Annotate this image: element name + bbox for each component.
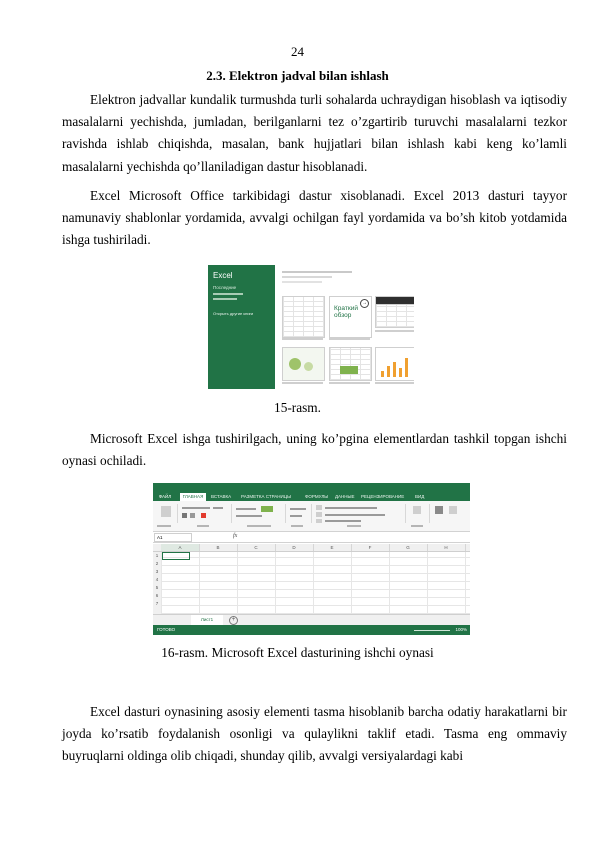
- status-bar: [153, 625, 470, 635]
- bar-chart-icon: [405, 358, 408, 377]
- alignment-group: [233, 504, 286, 523]
- align-buttons[interactable]: [236, 508, 256, 510]
- column-headers: [153, 544, 470, 552]
- wrap-icon[interactable]: [261, 506, 273, 512]
- tab-page-layout[interactable]: РАЗМЕТКА СТРАНИЦЫ: [241, 494, 292, 499]
- group-label: [411, 525, 423, 527]
- column-header[interactable]: D: [275, 544, 314, 551]
- function-icon[interactable]: fx: [233, 533, 238, 539]
- recent-label: Последние: [213, 285, 237, 290]
- bar-chart-icon: [393, 362, 396, 377]
- app-name: Excel: [213, 271, 233, 280]
- group-label: [157, 525, 171, 527]
- search-bar[interactable]: [282, 271, 352, 273]
- paragraph-4: Excel dasturi oynasining asosiy elementi tasma hisoblanib barcha odatiy harakatlarni bir joyda ko’rsatib foydalanish osonligi va qulaylikni taklif etadi. Tasma eng ommaviy buyruqlarni oldinga olib chiqadi, shunday qilib, avvalgi versiyalardagi kabi: [62, 704, 567, 764]
- column-header[interactable]: B: [199, 544, 238, 551]
- group-label: [291, 525, 303, 527]
- figure-excel-start-screen: [208, 265, 414, 389]
- styles-group: [313, 504, 406, 523]
- add-sheet-icon[interactable]: +: [229, 616, 238, 625]
- zoom-level: 100%: [455, 627, 467, 632]
- tab-formulas[interactable]: ФОРМУЛЫ: [305, 494, 329, 499]
- paragraph-1: Elektron jadvallar kundalik turmushda turli sohalarda uchraydigan hisoblash va iqtisodiy masalalarni yechishda, jumladan, berilganlarni tez o’zgartirib turuvchi masalalarni tezkor ravishda ishlab chiqishda, masalan, bank hujjatlari bilan ishlash kabi keng ko’lamli masalalarni yechishda qo’llaniladigan dastur hisoblanadi.: [62, 92, 567, 174]
- name-box[interactable]: A1: [154, 533, 192, 542]
- tab-view[interactable]: ВИД: [415, 494, 425, 499]
- worksheet-grid[interactable]: [161, 552, 470, 614]
- pie-chart-icon: [304, 362, 313, 371]
- tour-text: Краткий обзор: [334, 305, 358, 319]
- template-label: [282, 338, 323, 340]
- bold-icon[interactable]: [182, 513, 187, 518]
- italic-icon[interactable]: [190, 513, 195, 518]
- formula-bar: [153, 532, 470, 543]
- section-heading: 2.3. Elektron jadval bilan ishlash: [206, 68, 389, 83]
- paste-icon[interactable]: [161, 506, 171, 517]
- column-header[interactable]: H: [427, 544, 466, 551]
- tab-data[interactable]: ДАННЫЕ: [335, 494, 355, 499]
- template-sheet[interactable]: [329, 347, 372, 381]
- cell-styles-label[interactable]: [325, 520, 361, 522]
- row-header[interactable]: 2: [155, 561, 159, 566]
- status-text: ГОТОВО: [157, 627, 176, 632]
- template-label: [375, 330, 414, 332]
- template-label: [282, 382, 323, 384]
- bar-chart-icon: [399, 368, 402, 377]
- open-other-books-link[interactable]: Открыть другие книги: [213, 311, 254, 316]
- number-format-dropdown[interactable]: [290, 508, 306, 510]
- search-suggestions: [282, 281, 322, 283]
- editing-group: [431, 504, 467, 523]
- bar-chart-icon: [381, 371, 384, 377]
- ribbon: [153, 501, 470, 532]
- row-header[interactable]: 6: [155, 593, 159, 598]
- cell-styles-icon[interactable]: [316, 519, 322, 523]
- font-name-dropdown[interactable]: [182, 507, 210, 509]
- highlight-block: [340, 366, 358, 374]
- sheet-tab[interactable]: Лист1: [191, 615, 223, 627]
- arrow-right-icon: →: [362, 300, 367, 306]
- template-label: [375, 382, 414, 384]
- bar-chart-icon: [387, 366, 390, 377]
- figure-excel-window: [153, 483, 470, 635]
- row-header[interactable]: 4: [155, 577, 159, 582]
- column-header[interactable]: A: [161, 544, 200, 551]
- row-header[interactable]: 7: [155, 601, 159, 606]
- conditional-format-icon[interactable]: [316, 505, 322, 510]
- template-bar-chart[interactable]: [375, 347, 414, 381]
- ribbon-tabs: [153, 492, 470, 501]
- tab-home[interactable]: ГЛАВНАЯ: [180, 493, 206, 501]
- percent-button[interactable]: [290, 515, 302, 517]
- column-header[interactable]: E: [313, 544, 352, 551]
- template-tour[interactable]: [329, 296, 372, 338]
- group-label: [197, 525, 209, 527]
- template-chart-pie[interactable]: [282, 347, 325, 381]
- table-format-label[interactable]: [325, 514, 385, 516]
- title-bar: [153, 483, 470, 492]
- figure-16-caption: 16-rasm. Microsoft Excel dasturining ishchi oynasi: [161, 645, 434, 660]
- table-format-icon[interactable]: [316, 512, 322, 517]
- cells-icon[interactable]: [413, 506, 421, 514]
- template-label: [329, 382, 370, 384]
- group-label: [247, 525, 271, 527]
- row-header[interactable]: 3: [155, 569, 159, 574]
- recent-placeholder-line: [213, 298, 237, 300]
- selected-cell[interactable]: [162, 552, 190, 560]
- template-blank-book[interactable]: [282, 296, 325, 338]
- merge-button[interactable]: [236, 515, 262, 517]
- conditional-format-label[interactable]: [325, 507, 377, 509]
- paragraph-2: Excel Microsoft Office tarkibidagi dastur xisoblanadi. Excel 2013 dasturi tayyor namunaviy shablonlar yordamida, avvalgi ochilgan fayl yordamida va bo’sh kitob yotdamida ishga tushiriladi.: [62, 188, 567, 248]
- group-label: [347, 525, 361, 527]
- row-header[interactable]: 1: [155, 553, 159, 558]
- font-size-dropdown[interactable]: [213, 507, 223, 509]
- search-suggestions: [282, 276, 332, 278]
- template-label: [329, 338, 370, 340]
- column-header[interactable]: F: [351, 544, 390, 551]
- number-group: [287, 504, 312, 523]
- pie-chart-icon: [289, 358, 301, 370]
- paragraph-3: Microsoft Excel ishga tushirilgach, uning ko’pgina elementlardan tashkil topgan ishchi oynasi ochiladi.: [62, 431, 567, 469]
- recent-placeholder-line: [213, 293, 243, 295]
- tab-insert[interactable]: ВСТАВКА: [211, 494, 232, 499]
- cells-group: [407, 504, 430, 523]
- column-header[interactable]: C: [237, 544, 276, 551]
- column-header[interactable]: G: [389, 544, 428, 551]
- clipboard-group: [155, 504, 178, 523]
- tab-file[interactable]: ФАЙЛ: [155, 493, 175, 501]
- sort-icon[interactable]: [435, 506, 443, 514]
- font-color-icon[interactable]: [201, 513, 206, 518]
- figure-15-caption: 15-rasm.: [274, 400, 321, 415]
- page-number: 24: [291, 44, 304, 59]
- template-list[interactable]: [375, 304, 414, 328]
- zoom-slider[interactable]: [414, 630, 450, 631]
- start-screen-sidebar: [208, 265, 275, 389]
- tab-review[interactable]: РЕЦЕНЗИРОВАНИЕ: [361, 494, 405, 499]
- find-icon[interactable]: [449, 506, 457, 514]
- font-group: [179, 504, 232, 523]
- row-header[interactable]: 5: [155, 585, 159, 590]
